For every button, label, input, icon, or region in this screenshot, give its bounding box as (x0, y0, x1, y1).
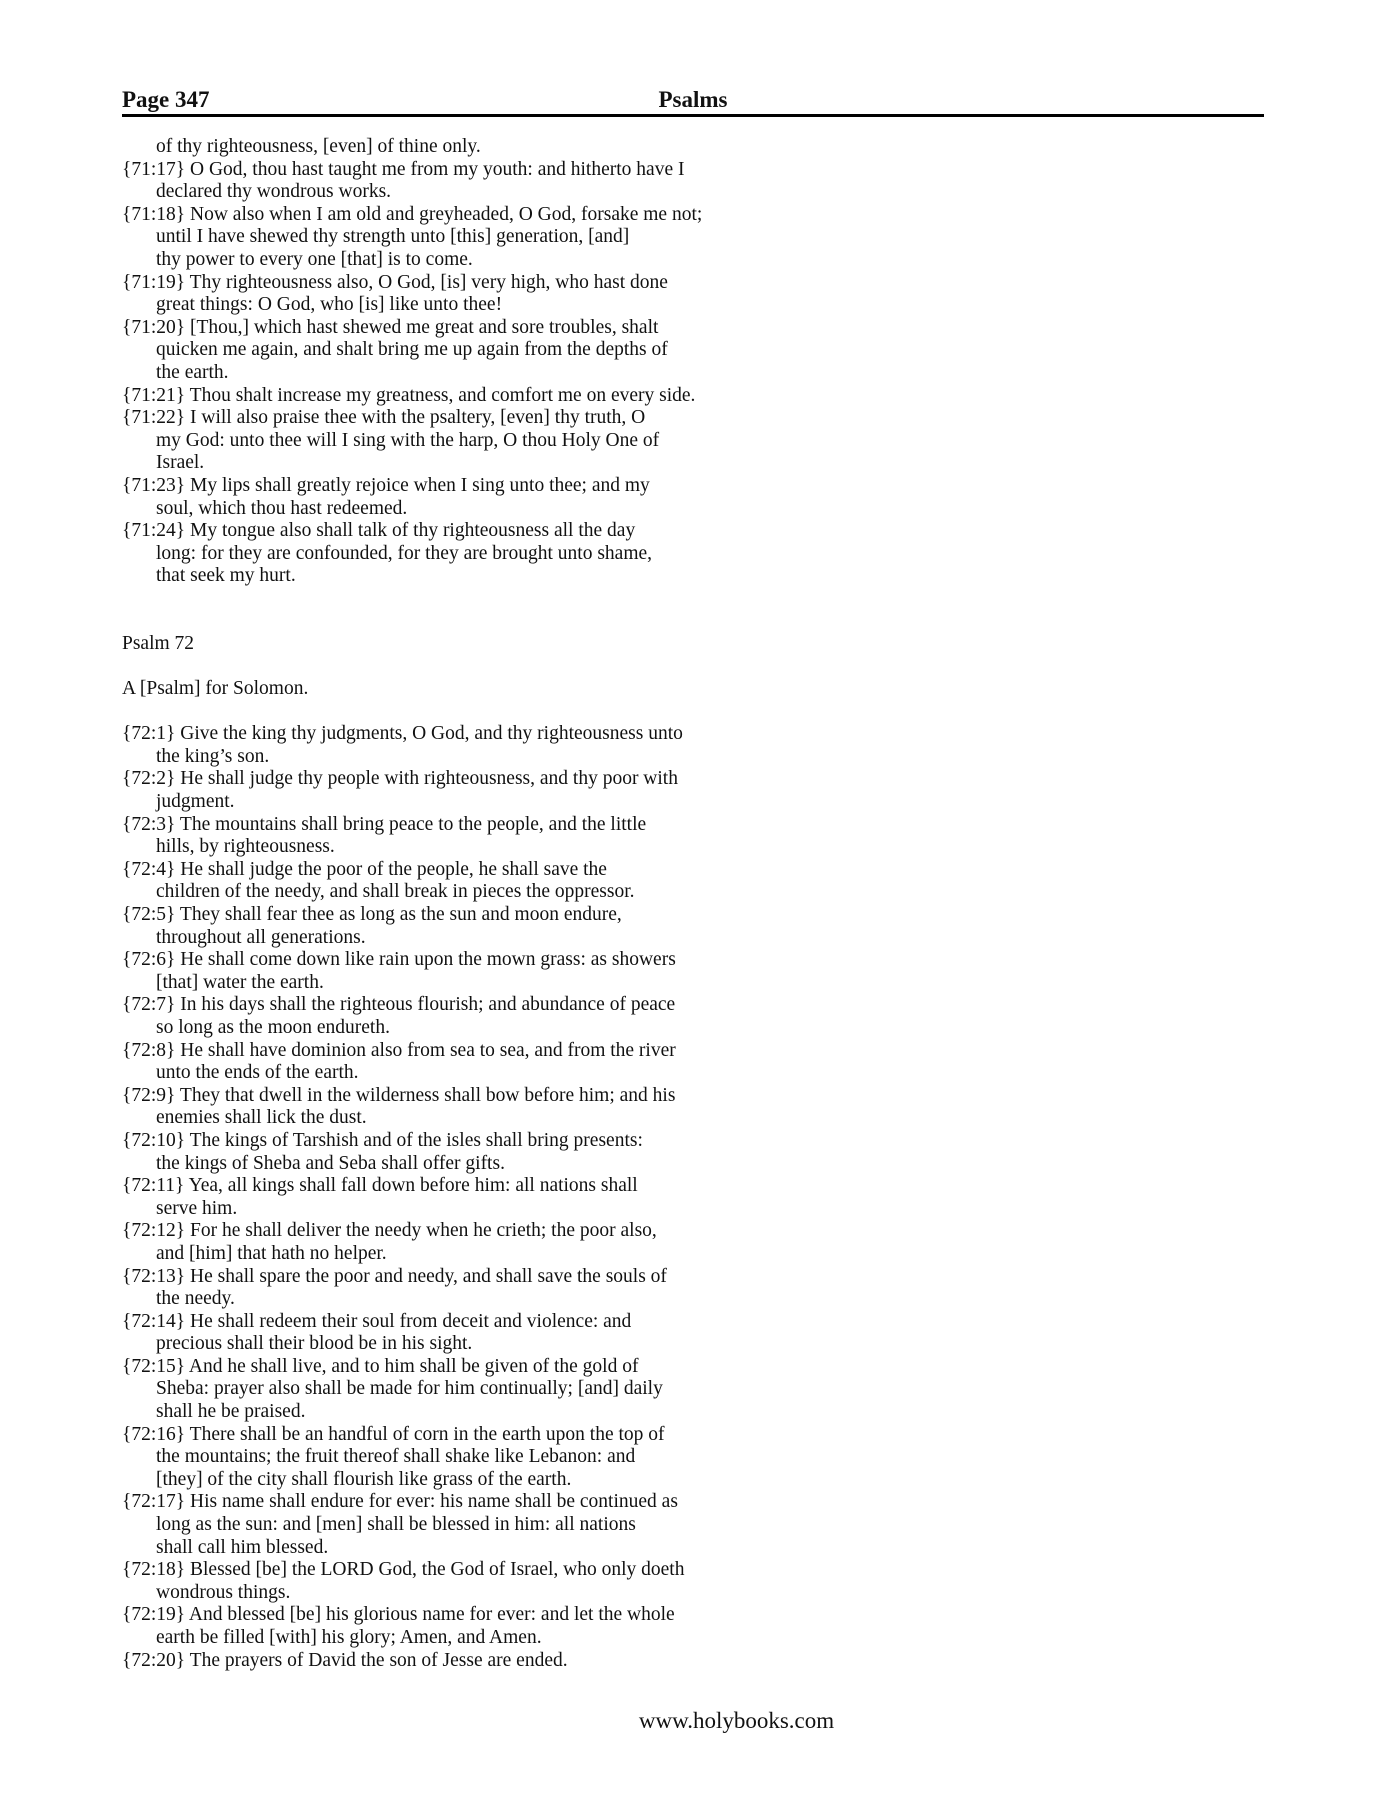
verse-continuation-line: precious shall their blood be in his sight. (156, 1333, 473, 1355)
page-footer (0, 1708, 1391, 1734)
verse-first-line: {72:1} Give the king thy judgments, O God, and thy righteousness unto (122, 723, 683, 745)
verse-continuation-line: serve him. (156, 1197, 238, 1219)
page-body (122, 136, 922, 1672)
verse-first-line: {72:17} His name shall endure for ever: his name shall be continued as (122, 1491, 678, 1513)
verse-continuation-line: earth be filled [with] his glory; Amen, and Amen. (156, 1627, 542, 1648)
verse-first-line: {71:18} Now also when I am old and greyheaded, O God, forsake me not; (122, 203, 703, 225)
verse-continuation-line: soul, which thou hast redeemed. (156, 497, 408, 519)
verse-continuation-line: the kings of Sheba and Seba shall offer gifts. (156, 1152, 505, 1174)
psalm-71-verses (122, 159, 922, 588)
verse-first-line: {72:15} And he shall live, and to him shall be given of the gold of (122, 1355, 639, 1377)
verse-first-line: {72:8} He shall have dominion also from sea to sea, and from the river (122, 1039, 676, 1061)
verse-continuation-line: the king’s son. (156, 745, 270, 767)
page-header (122, 84, 1264, 117)
verse-continuation-line: quicken me again, and shalt bring me up again from the depths of (156, 339, 668, 361)
verse-first-line: {72:16} There shall be an handful of corn in the earth upon the top of (122, 1423, 665, 1445)
verse-first-line: {72:7} In his days shall the righteous flourish; and abundance of peace (122, 994, 676, 1016)
verse-first-line: {72:3} The mountains shall bring peace to the people, and the little (122, 813, 647, 835)
verse-first-line: {71:20} [Thou,] which hast shewed me great and sore troubles, shalt (122, 316, 659, 338)
verse (122, 1220, 922, 1265)
verse-continuation-line: and [him] that hath no helper. (156, 1242, 387, 1264)
verse (122, 814, 922, 859)
verse-continuation-line: the mountains; the fruit thereof shall shake like Lebanon: and (156, 1446, 636, 1468)
verse-continuation-line: until I have shewed thy strength unto [this] generation, [and] (156, 226, 630, 248)
verse (122, 1491, 922, 1559)
verse-continuation-line: unto the ends of the earth. (156, 1062, 359, 1084)
verse (122, 272, 922, 317)
verse (122, 520, 922, 588)
heading-gap (122, 655, 922, 678)
verse (122, 204, 922, 272)
verse-continuation-line: long: for they are confounded, for they are brought unto shame, (156, 542, 653, 564)
page-number: Page 347 (122, 87, 210, 112)
verse (122, 1266, 922, 1311)
verse-continuation-line: the needy. (156, 1288, 235, 1310)
verse (122, 407, 922, 475)
verse-continuation-line: judgment. (156, 791, 235, 813)
verse (122, 859, 922, 904)
verse-first-line: {72:19} And blessed [be] his glorious name for ever: and let the whole (122, 1604, 675, 1626)
verse-continuation-line: great things: O God, who [is] like unto thee! (156, 294, 503, 316)
psalm-72-verses (122, 723, 922, 1672)
verse (122, 159, 922, 204)
verse (122, 1356, 922, 1424)
verse (122, 723, 922, 768)
verse-first-line: {72:12} For he shall deliver the needy when he crieth; the poor also, (122, 1220, 657, 1242)
verse-continuation-line: Israel. (156, 452, 205, 474)
verse-first-line: {72:10} The kings of Tarshish and of the isles shall bring presents: (122, 1129, 643, 1151)
verse-continuation-line: Sheba: prayer also shall be made for him continually; [and] daily (156, 1378, 663, 1400)
verse (122, 1175, 922, 1220)
verse-continuation-line: so long as the moon endureth. (156, 1016, 390, 1038)
verse (122, 1311, 922, 1356)
verse (122, 385, 922, 408)
verse-continuation-line: shall call him blessed. (156, 1536, 329, 1558)
verse (122, 904, 922, 949)
verse-first-line: {72:20} The prayers of David the son of Jesse are ended. (122, 1649, 568, 1671)
verse-continuation-line: throughout all generations. (156, 926, 366, 948)
verse (122, 1085, 922, 1130)
verse-continuation-line: my God: unto thee will I sing with the harp, O thou Holy One of (156, 429, 660, 451)
verse-continuation-line: children of the needy, and shall break in pieces the oppressor. (156, 881, 635, 903)
verse-first-line: {72:2} He shall judge thy people with righteousness, and thy poor with (122, 768, 678, 790)
verse (122, 1604, 922, 1649)
verse-continuation-line: that seek my hurt. (156, 565, 296, 587)
verse-continuation-line: thy power to every one [that] is to come. (156, 248, 473, 270)
psalm-superscription: A [Psalm] for Solomon. (122, 678, 309, 700)
verse-first-line: {71:23} My lips shall greatly rejoice when I sing unto thee; and my (122, 474, 650, 496)
verse-continuation-line: declared thy wondrous works. (156, 181, 392, 203)
superscription-gap (122, 701, 922, 724)
verse-first-line: {72:11} Yea, all kings shall fall down before him: all nations shall (122, 1175, 638, 1197)
verse-first-line: {72:14} He shall redeem their soul from deceit and violence: and (122, 1310, 632, 1332)
verse-continuation: of thy righteousness, [even] of thine only. (156, 136, 481, 157)
verse-first-line: {71:22} I will also praise thee with the psaltery, [even] thy truth, O (122, 407, 646, 429)
website-link[interactable]: www.holybooks.com (638, 1708, 835, 1733)
verse (122, 1650, 922, 1673)
verse-continuation-line: shall he be praised. (156, 1401, 306, 1423)
verse-first-line: {71:19} Thy righteousness also, O God, [is] very high, who hast done (122, 271, 668, 293)
verse (122, 768, 922, 813)
verse-continuation-line: wondrous things. (156, 1581, 291, 1603)
book-title: Psalms (658, 87, 728, 112)
verse-first-line: {72:4} He shall judge the poor of the people, he shall save the (122, 858, 607, 880)
verse-first-line: {71:21} Thou shalt increase my greatness, and comfort me on every side. (122, 384, 696, 406)
verse-continuation-line: enemies shall lick the dust. (156, 1107, 367, 1129)
verse-continuation-line: [that] water the earth. (156, 971, 324, 993)
verse-first-line: {71:24} My tongue also shall talk of thy righteousness all the day (122, 520, 636, 542)
verse (122, 317, 922, 385)
verse (122, 1424, 922, 1492)
verse (122, 475, 922, 520)
verse (122, 949, 922, 994)
verse-continuation-line: [they] of the city shall flourish like grass of the earth. (156, 1468, 572, 1490)
verse-first-line: {71:17} O God, thou hast taught me from my youth: and hitherto have I (122, 158, 685, 180)
verse-first-line: {72:5} They shall fear thee as long as the sun and moon endure, (122, 904, 622, 925)
section-gap (122, 588, 922, 633)
verse-first-line: {72:18} Blessed [be] the LORD God, the God of Israel, who only doeth (122, 1559, 685, 1581)
verse-continuation-line: hills, by righteousness. (156, 836, 335, 858)
verse-first-line: {72:13} He shall spare the poor and needy, and shall save the souls of (122, 1265, 667, 1287)
psalm-heading: Psalm 72 (122, 632, 195, 654)
verse (122, 1130, 922, 1175)
verse (122, 1559, 922, 1604)
verse-continuation-line: long as the sun: and [men] shall be blessed in him: all nations (156, 1514, 636, 1536)
verse-continuation-line: the earth. (156, 361, 229, 383)
verse-first-line: {72:6} He shall come down like rain upon the mown grass: as showers (122, 949, 676, 971)
verse (122, 994, 922, 1039)
verse-first-line: {72:9} They that dwell in the wilderness shall bow before him; and his (122, 1084, 676, 1106)
verse (122, 1040, 922, 1085)
